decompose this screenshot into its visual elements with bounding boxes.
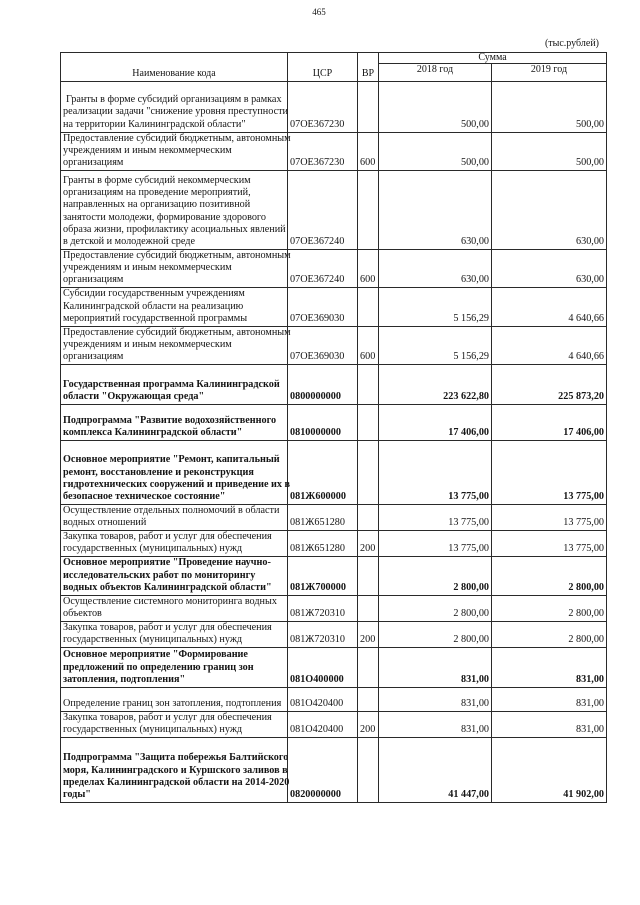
- budget-table: [60, 52, 607, 803]
- cell-vr: [358, 595, 379, 621]
- table-row: [61, 132, 607, 170]
- cell-sum-2019: 17 406,00: [492, 405, 607, 441]
- cell-name: Закупка товаров, работ и услуг для обеспечения государственных (муниципальных) нужд: [61, 711, 288, 737]
- cell-vr: 200: [358, 711, 379, 737]
- header-sum: Сумма: [379, 53, 607, 64]
- cell-vr: [358, 647, 379, 687]
- table-row: [61, 326, 607, 364]
- cell-sum-2018: 13 775,00: [379, 505, 492, 531]
- cell-name: Предоставление субсидий бюджетным, автономным учреждениям и иным некоммерческим организациям: [61, 249, 288, 287]
- cell-csr: 07ОЕ369030: [288, 326, 358, 364]
- cell-sum-2019: 630,00: [492, 249, 607, 287]
- cell-csr: 081Ж720310: [288, 595, 358, 621]
- cell-vr: [358, 288, 379, 326]
- cell-sum-2018: 630,00: [379, 170, 492, 249]
- table-row: [61, 170, 607, 249]
- cell-sum-2018: 13 775,00: [379, 531, 492, 557]
- cell-sum-2018: 41 447,00: [379, 737, 492, 802]
- cell-sum-2019: 630,00: [492, 170, 607, 249]
- cell-sum-2019: 4 640,66: [492, 326, 607, 364]
- cell-name: Осуществление системного мониторинга водных объектов: [61, 595, 288, 621]
- cell-csr: 0810000000: [288, 405, 358, 441]
- cell-sum-2019: 13 775,00: [492, 441, 607, 505]
- cell-sum-2018: 500,00: [379, 81, 492, 132]
- cell-csr: 07ОЕ367230: [288, 132, 358, 170]
- cell-csr: 07ОЕ369030: [288, 288, 358, 326]
- cell-name: Подпрограмма "Развитие водохозяйственного комплекса Калининградской области": [61, 405, 288, 441]
- cell-name: Основное мероприятие "Ремонт, капитальный ремонт, восстановление и реконструкция гидротехнических сооружений и приведение их в безопасное техническое состояние": [61, 441, 288, 505]
- cell-sum-2018: 831,00: [379, 711, 492, 737]
- table-row: [61, 531, 607, 557]
- cell-sum-2019: 500,00: [492, 81, 607, 132]
- cell-sum-2019: 831,00: [492, 687, 607, 711]
- table-row: [61, 595, 607, 621]
- table-row: [61, 441, 607, 505]
- cell-vr: [358, 170, 379, 249]
- cell-sum-2018: 2 800,00: [379, 621, 492, 647]
- header-csr: ЦСР: [288, 53, 358, 82]
- header-year-2019: 2019 год: [492, 63, 607, 81]
- cell-csr: 081Ж720310: [288, 621, 358, 647]
- cell-name: Основное мероприятие "Формирование предложений по определению границ зон затопления, подтопления": [61, 647, 288, 687]
- cell-sum-2019: 4 640,66: [492, 288, 607, 326]
- cell-csr: 07ОЕ367240: [288, 249, 358, 287]
- cell-csr: 081О420400: [288, 711, 358, 737]
- table-row: [61, 288, 607, 326]
- cell-name: Закупка товаров, работ и услуг для обеспечения государственных (муниципальных) нужд: [61, 531, 288, 557]
- cell-name: Гранты в форме субсидий некоммерческим организациям на проведение мероприятий, направленных на организацию позитивной занятости молодежи, формирование здорового образа жизни, профилактику асоциальных явлений в детской и молодежной среде: [61, 170, 288, 249]
- cell-csr: 081Ж600000: [288, 441, 358, 505]
- header-vr: ВР: [358, 53, 379, 82]
- cell-vr: 200: [358, 621, 379, 647]
- cell-name: Субсидии государственным учреждениям Калининградской области на реализацию мероприятий государственной программы: [61, 288, 288, 326]
- cell-vr: [358, 365, 379, 405]
- header-name-code: Наименование кода: [61, 53, 288, 82]
- cell-vr: [358, 405, 379, 441]
- cell-sum-2018: 2 800,00: [379, 595, 492, 621]
- cell-sum-2019: 41 902,00: [492, 737, 607, 802]
- cell-name: Определение границ зон затопления, подтопления: [61, 687, 288, 711]
- cell-sum-2018: 13 775,00: [379, 441, 492, 505]
- table-row: [61, 711, 607, 737]
- unit-label: (тыс.рублей): [544, 38, 599, 49]
- table-header: [61, 53, 607, 82]
- cell-sum-2019: 13 775,00: [492, 505, 607, 531]
- cell-name: Закупка товаров, работ и услуг для обеспечения государственных (муниципальных) нужд: [61, 621, 288, 647]
- cell-sum-2018: 2 800,00: [379, 557, 492, 595]
- cell-sum-2019: 225 873,20: [492, 365, 607, 405]
- cell-csr: 081Ж700000: [288, 557, 358, 595]
- cell-csr: 081Ж651280: [288, 505, 358, 531]
- cell-vr: [358, 737, 379, 802]
- cell-sum-2019: 2 800,00: [492, 595, 607, 621]
- cell-sum-2019: 2 800,00: [492, 557, 607, 595]
- header-row: [61, 53, 607, 64]
- cell-csr: 081О420400: [288, 687, 358, 711]
- table-row: [61, 737, 607, 802]
- table-row: [61, 81, 607, 132]
- cell-vr: 200: [358, 531, 379, 557]
- cell-name: Предоставление субсидий бюджетным, автономным учреждениям и иным некоммерческим организациям: [61, 132, 288, 170]
- cell-csr: 0800000000: [288, 365, 358, 405]
- cell-csr: 081О400000: [288, 647, 358, 687]
- cell-csr: 07ОЕ367230: [288, 81, 358, 132]
- cell-name: Гранты в форме субсидий организациям в рамках реализации задачи "снижение уровня преступности на территории Калининградской области": [61, 81, 288, 132]
- cell-vr: [358, 441, 379, 505]
- cell-sum-2018: 831,00: [379, 647, 492, 687]
- table-row: [61, 405, 607, 441]
- cell-vr: 600: [358, 249, 379, 287]
- cell-csr: 081Ж651280: [288, 531, 358, 557]
- cell-vr: [358, 557, 379, 595]
- cell-csr: 07ОЕ367240: [288, 170, 358, 249]
- cell-vr: [358, 81, 379, 132]
- cell-name: Основное мероприятие "Проведение научно- исследовательских работ по мониторингу водных объектов Калининградской области": [61, 557, 288, 595]
- cell-sum-2018: 630,00: [379, 249, 492, 287]
- cell-name: Осуществление отдельных полномочий в области водных отношений: [61, 505, 288, 531]
- cell-vr: 600: [358, 132, 379, 170]
- cell-vr: [358, 505, 379, 531]
- table-row: [61, 365, 607, 405]
- cell-sum-2018: 17 406,00: [379, 405, 492, 441]
- cell-sum-2018: 5 156,29: [379, 326, 492, 364]
- table-row: [61, 621, 607, 647]
- header-year-2018: 2018 год: [379, 63, 492, 81]
- page-number: 465: [312, 7, 326, 17]
- cell-sum-2019: 831,00: [492, 647, 607, 687]
- table-row: [61, 557, 607, 595]
- cell-sum-2018: 500,00: [379, 132, 492, 170]
- cell-csr: 0820000000: [288, 737, 358, 802]
- cell-sum-2018: 223 622,80: [379, 365, 492, 405]
- cell-sum-2019: 831,00: [492, 711, 607, 737]
- cell-sum-2018: 5 156,29: [379, 288, 492, 326]
- cell-name: Государственная программа Калининградской области "Окружающая среда": [61, 365, 288, 405]
- cell-name: Подпрограмма "Защита побережья Балтийского моря, Калининградского и Куршского заливов в пределах Калининградской области на 2014-2020 годы": [61, 737, 288, 802]
- table-body: [61, 81, 607, 802]
- cell-sum-2019: 13 775,00: [492, 531, 607, 557]
- cell-sum-2019: 500,00: [492, 132, 607, 170]
- table-row: [61, 505, 607, 531]
- cell-vr: [358, 687, 379, 711]
- table-row: [61, 687, 607, 711]
- cell-sum-2019: 2 800,00: [492, 621, 607, 647]
- cell-vr: 600: [358, 326, 379, 364]
- cell-name: Предоставление субсидий бюджетным, автономным учреждениям и иным некоммерческим организациям: [61, 326, 288, 364]
- table-row: [61, 249, 607, 287]
- cell-sum-2018: 831,00: [379, 687, 492, 711]
- table-row: [61, 647, 607, 687]
